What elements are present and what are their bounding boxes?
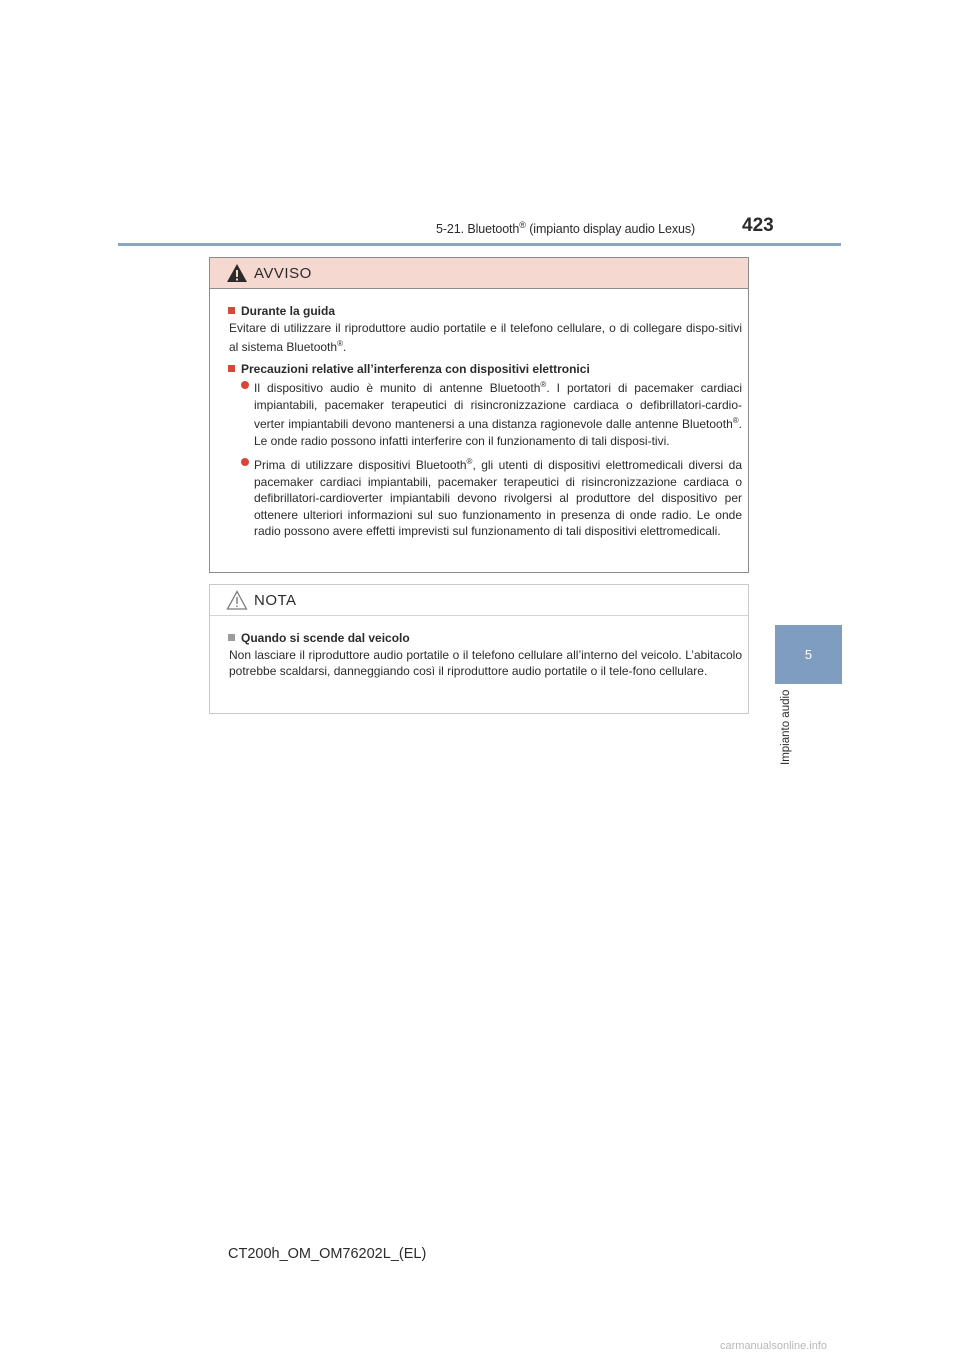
section-title-text: Precauzioni relative all’interferenza con dispositivi elettronici (241, 361, 590, 376)
reg-mark: ® (337, 339, 343, 348)
section-title (228, 630, 742, 647)
text-part: , gli utenti di dispositivi elettromedicali diversi da pacemaker cardiaci impiantabili, pacemaker terapeutici di risincronizzazione cardiaca o defibrillatori-cardioverter impiantabili devono rivolgersi al produttore del dispositivo per ottenere ulteriori informazioni sul suo funzionamento in presenza di onde radio. Le onde radio possono avere effetti imprevisti sul funzionamento di tali dispositivi elettromedicali. (254, 458, 742, 538)
chapter-number: 5 (804, 647, 813, 662)
caution-triangle-icon (226, 590, 248, 610)
warning-body (210, 289, 748, 540)
reg-mark: ® (540, 380, 547, 389)
header-reg-mark: ® (519, 220, 526, 230)
text-part: Il dispositivo audio è munito di antenne Bluetooth (254, 381, 541, 395)
square-bullet-icon (228, 307, 235, 314)
list-item (228, 454, 742, 540)
chapter-label: Impianto audio (780, 690, 792, 766)
dot-bullet-icon (241, 381, 249, 389)
text-part: . I portatori di pacemaker cardiaci impiantabili, pacemaker terapeutici di risincronizzazione cardiaca o defibrillatori-cardio-verter impiantabili devono mantenersi a una distanza ragionevole dalle antenne Bluetooth (254, 381, 742, 431)
warning-box (209, 257, 749, 573)
text-part: . Le onde radio possono infatti interferire con il funzionamento di tali disposi-tivi. (254, 417, 742, 448)
section-title (228, 361, 742, 378)
running-header (436, 220, 695, 236)
square-bullet-icon (228, 365, 235, 372)
header-rule (118, 243, 841, 246)
text-part: Prima di utilizzare dispositivi Bluetooth (254, 458, 467, 472)
dot-bullet-icon (241, 458, 249, 466)
list-item (228, 377, 742, 449)
text-part: . (342, 340, 347, 354)
text-part: Evitare di utilizzare il riproduttore audio portatile e il telefono cellulare, o di collegare dispo-sitivi al sistema Bluetooth (229, 320, 742, 354)
warning-triangle-icon (226, 263, 248, 283)
note-header (210, 585, 748, 616)
page-number: 423 (742, 215, 774, 236)
watermark: carmanualsonline.info (720, 1340, 828, 1352)
reg-mark: ® (466, 457, 473, 466)
square-bullet-icon (228, 634, 235, 641)
note-body (210, 616, 748, 680)
chapter-tab (775, 625, 842, 684)
note-box (209, 584, 749, 714)
section-text (228, 320, 742, 356)
section-title (228, 303, 742, 320)
document-code: CT200h_OM_OM76202L_(EL) (228, 1246, 427, 1262)
note-label: NOTA (254, 591, 297, 609)
section-title-text: Quando si scende dal veicolo (241, 631, 410, 645)
header-section: 5-21. Bluetooth (436, 222, 520, 237)
section-title-text: Durante la guida (241, 304, 336, 318)
section-text: Non lasciare il riproduttore audio portatile o il telefono cellulare all’interno del veicolo. L’abitacolo potrebbe scaldarsi, danneggiando così il riproduttore audio portatile o il tele-fono cellulare. (229, 647, 742, 678)
warning-label: AVVISO (254, 264, 312, 282)
reg-mark: ® (732, 416, 739, 425)
warning-header (210, 258, 748, 289)
header-section-rest: (impianto display audio Lexus) (525, 222, 696, 237)
